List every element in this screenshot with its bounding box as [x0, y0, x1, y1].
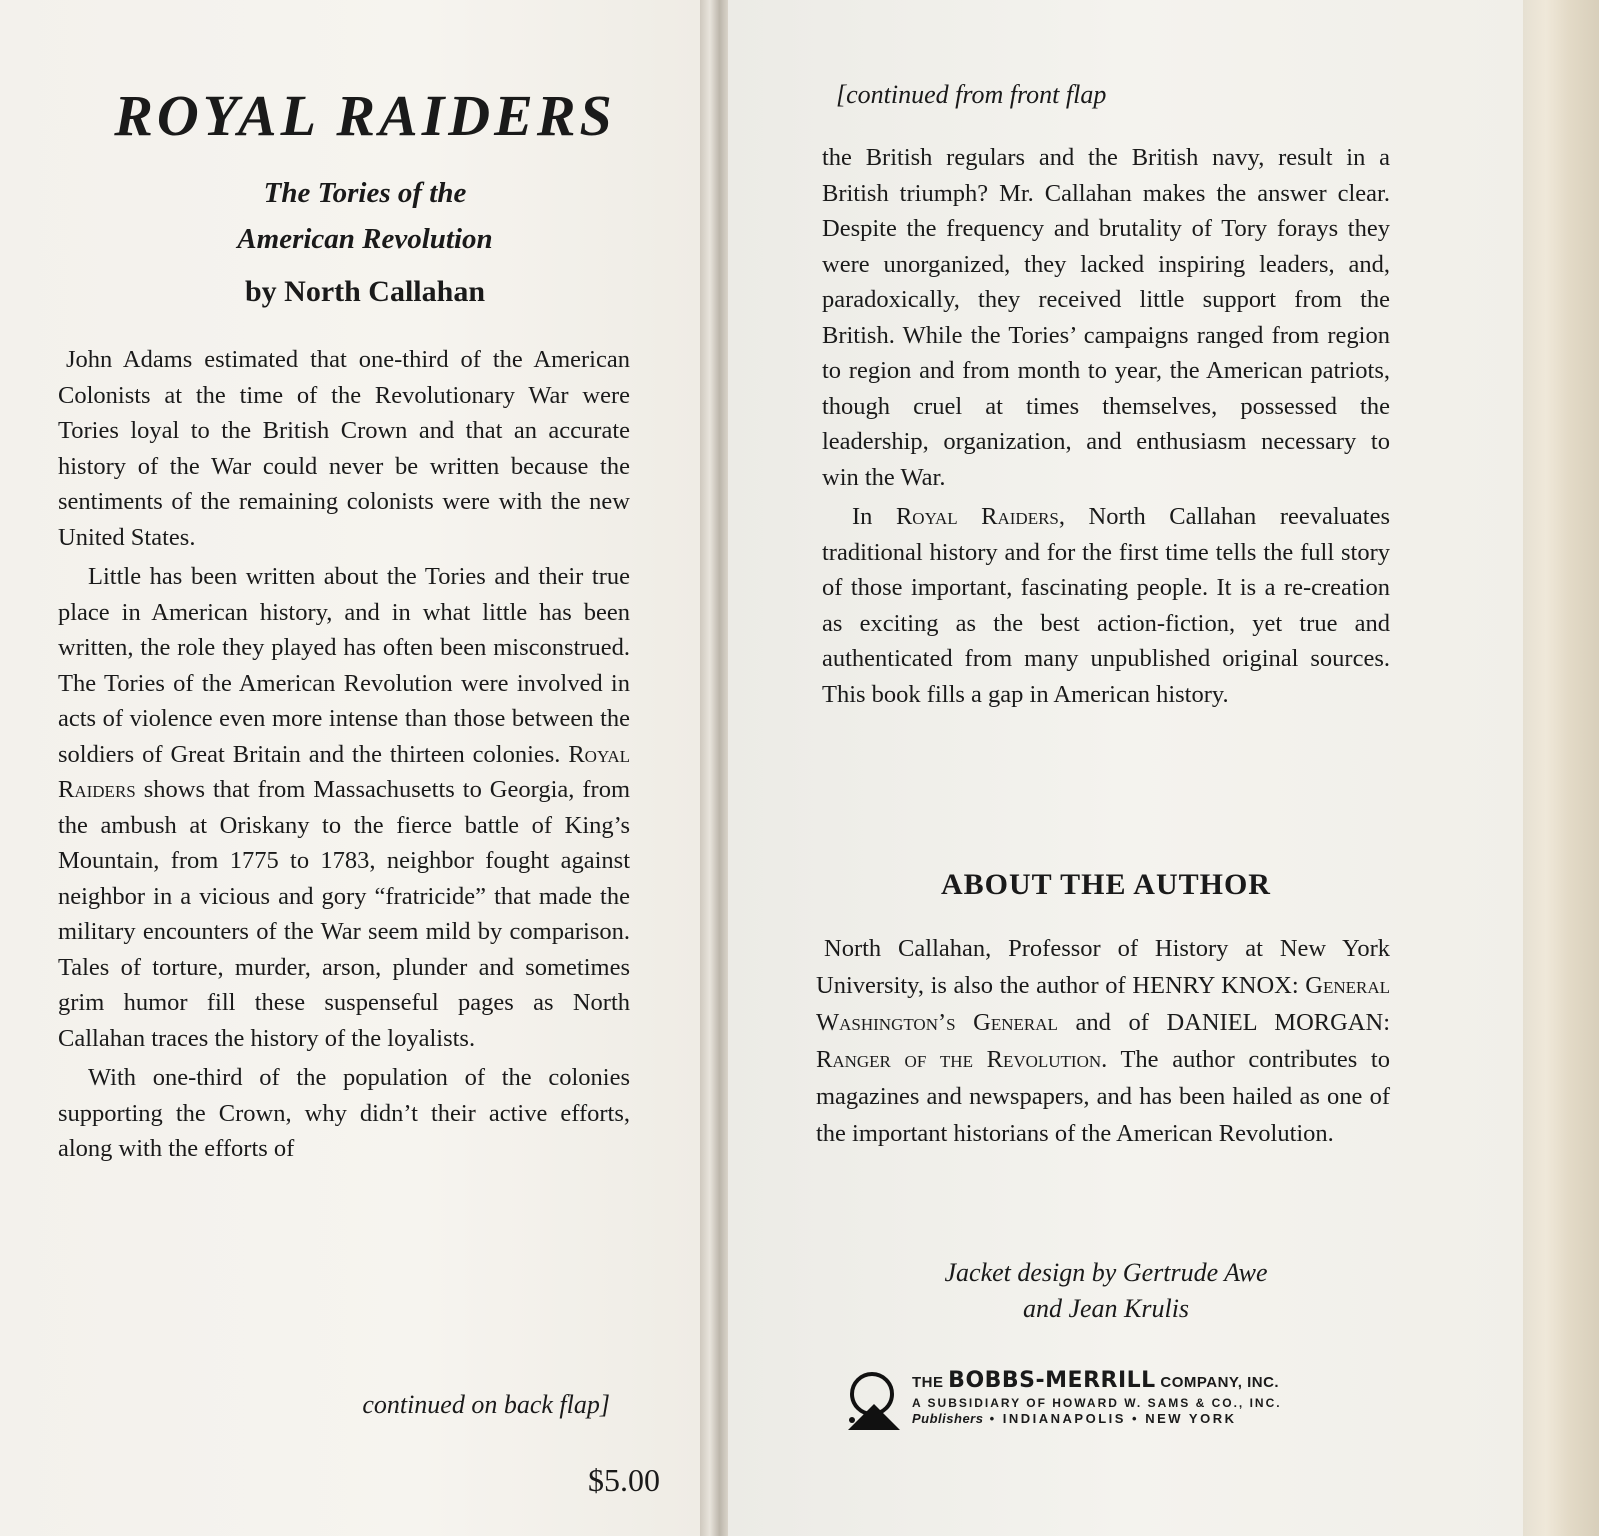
front-paragraph-1: John Adams estimated that one-third of the American Colonists at the time of the Revolutionary War were Tories loyal to the British Crown and that an accurate history of the War could never be written because the sentiments of the remaining colonists were with the new United States.: [58, 346, 630, 551]
publisher-subsidiary: A SUBSIDIARY OF HOWARD W. SAMS & CO., INC.: [912, 1396, 1282, 1410]
front-paragraph-2-end: shows that from Massachusetts to Georgia, from the ambush at Oriskany to the fierce battle of King’s Mountain, from 1775 to 1783, neighbor fought against neighbor in a vicious and gory “fratricide” that made the military encounters of the War seem mild by comparison. Tales of torture, murder, arson, plunder and sometimes grim humor fill these suspenseful pages as North Callahan traces the history of the loyalists.: [58, 776, 630, 1052]
back-flap-text: [822, 140, 1390, 712]
about-the-author-heading: ABOUT THE AUTHOR: [941, 868, 1271, 901]
about-mid: and of: [1075, 1009, 1149, 1036]
publishers-word: Publishers: [912, 1411, 984, 1426]
back-paragraph-2: [822, 499, 1390, 712]
about-the-author-text: [816, 930, 1390, 1152]
publisher-name: BOBBS-MERRILL: [948, 1368, 1156, 1393]
publisher-text: [912, 1368, 1362, 1426]
about-end: . The author contributes to magazines and newspapers, and has been hailed as one of the important historians of the American Revolution.: [816, 1046, 1390, 1147]
book-1-title: HENRY KNOX:: [1132, 972, 1299, 999]
continued-from-front-flap: [continued from front flap: [836, 80, 1107, 109]
credit-line-2: and Jean Krulis: [1022, 1294, 1190, 1323]
front-paragraph-2-start: Little has been written about the Tories and their true place in American history, and in what little has been written, the role they played has often been misconstrued. The Tories of the American Revolution were involved in acts of violence even more intense than those between the soldiers of Great Britain and the thirteen colonies.: [58, 563, 630, 768]
publisher-cities: • INDIANAPOLIS • NEW YORK: [989, 1411, 1237, 1426]
continued-on-back-flap: continued on back flap]: [362, 1390, 610, 1419]
publisher-cities-line: [912, 1411, 1362, 1426]
about-paragraph: [816, 930, 1390, 1152]
book-2-title: DANIEL MORGAN:: [1166, 1009, 1390, 1036]
publisher-prefix: THE: [912, 1374, 944, 1391]
credit-line-1: Jacket design by Gertrude Awe: [944, 1258, 1268, 1287]
back-paragraph-2-start: In: [852, 503, 873, 530]
inline-book-title: Royal Raiders: [58, 740, 631, 803]
publisher-imprint: [842, 1368, 1362, 1438]
publisher-suffix: COMPANY, INC.: [1160, 1374, 1280, 1391]
bobbs-merrill-logo-icon: [842, 1368, 906, 1434]
publisher-name-line: [912, 1368, 1362, 1393]
front-flap-text: [58, 342, 630, 1167]
book-1-subtitle: General Washington’s General: [816, 972, 1391, 1036]
subtitle-line-1: The Tories of the: [263, 177, 467, 209]
back-paragraph-1: the British regulars and the British navy, result in a British triumph? Mr. Callahan makes the answer clear. Despite the frequency and brutality of Tory forays they were unorganized, they lacked inspiring leaders, and, paradoxically, they received little support from the British. While the Tories’ campaigns ranged from region to region and from month to year, the American patriots, though cruel at times themselves, possessed the leadership, organization, and enthusiasm necessary to win the War.: [822, 144, 1390, 491]
price: $5.00: [588, 1462, 660, 1498]
inline-book-title-2: Royal Raiders: [895, 503, 1059, 530]
book-title: ROYAL RAIDERS: [114, 83, 616, 148]
jacket-fold: [700, 0, 728, 1536]
subtitle-line-2: American Revolution: [237, 223, 493, 255]
book-edge: [1523, 0, 1599, 1536]
book-subtitle: [100, 170, 630, 262]
front-paragraph-2: [58, 559, 630, 1056]
author-byline: by North Callahan: [244, 275, 486, 308]
book-2-subtitle: Ranger of the Revolution: [816, 1046, 1102, 1073]
jacket-design-credit: [822, 1255, 1390, 1327]
about-start: North Callahan, Professor of History at New York University, is also the author of: [816, 935, 1390, 999]
back-paragraph-2-end: , North Callahan reevaluates traditional history and for the first time tells the full story of those important, fascinating people. It is a re-creation as exciting as the best action-fiction, yet true and authenticated from many unpublished original sources. This book fills a gap in American history.: [822, 503, 1391, 708]
front-paragraph-3: With one-third of the population of the colonies supporting the Crown, why didn’t their active efforts, along with the efforts of: [58, 1064, 630, 1162]
